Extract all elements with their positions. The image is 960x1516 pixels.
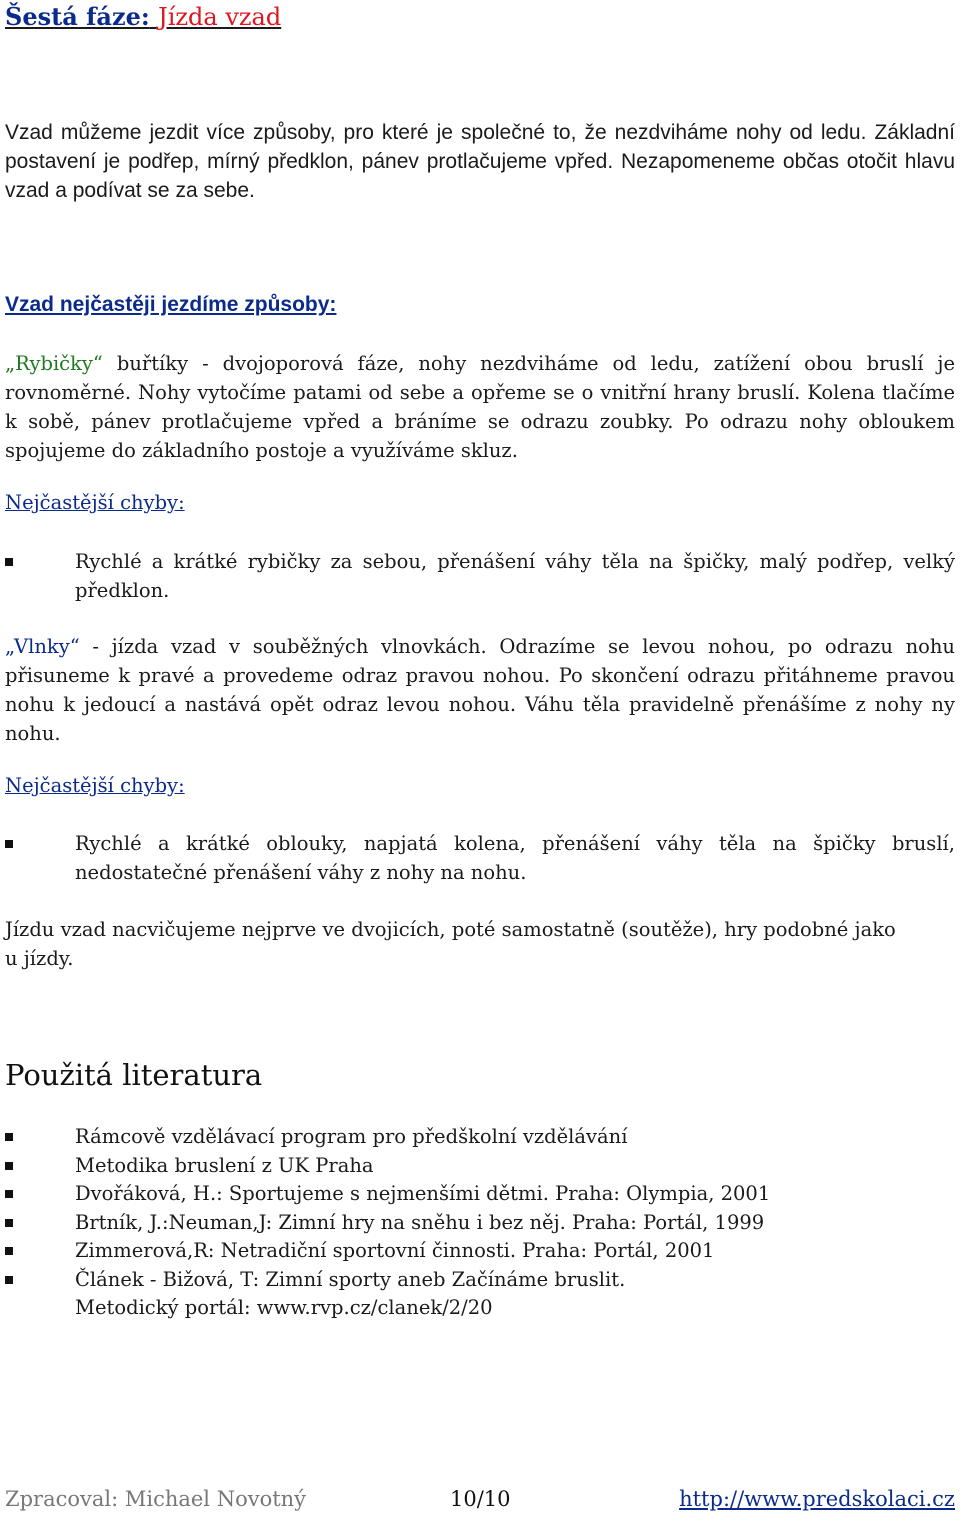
- vlnky-errors-label: Nejčastější chyby:: [5, 774, 185, 797]
- literature-extra: Metodický portál: www.rvp.cz/clanek/2/20: [75, 1296, 493, 1319]
- bullet-icon: [5, 1133, 13, 1141]
- section-label: Šestá fáze:: [5, 2, 150, 31]
- literature-list: [0, 1123, 955, 1323]
- footer-page-number: 10/10: [450, 1487, 511, 1511]
- literature-item: Rámcově vzdělávací program pro předškolní vzdělávání: [0, 1123, 955, 1152]
- intro-paragraph: Vzad můžeme jezdit více způsoby, pro které je společné to, že nezdviháme nohy od ledu. Základní postavení je podřep, mírný předklon, pánev protlačujeme vpřed. Nezapomeneme občas otočit hlavu vzad a podívat se za sebe.: [5, 121, 955, 202]
- literature-item: Zimmerová,R: Netradiční sportovní činnosti. Praha: Portál, 2001: [0, 1237, 955, 1266]
- literature-item: Článek - Bižová, T: Zimní sporty aneb Začínáme bruslit.: [0, 1266, 955, 1295]
- section-heading: [5, 2, 281, 31]
- list-item: Rychlé a krátké oblouky, napjatá kolena, přenášení váhy těla na špičky bruslí, nedostatečné přenášení váhy z nohy na nohu.: [0, 830, 955, 887]
- rybicky-paragraph: [5, 349, 955, 465]
- footer-author: Zpracoval: Michael Novotný: [5, 1487, 307, 1511]
- vlnky-name: „Vlnky“: [5, 635, 80, 658]
- rybicky-name: „Rybičky“: [5, 352, 103, 375]
- bullet-icon: [5, 1247, 13, 1255]
- vlnky-text: - jízda vzad v souběžných vlnovkách. Odrazíme se levou nohou, po odrazu nohu přisuneme k pravé a provedeme odraz pravou nohou. Po skončení odrazu přitáhneme pravou nohu k jedoucí a nastává opět odraz levou nohou. Váhu těla pravidelně přenášíme z nohy ny nohu.: [5, 635, 955, 745]
- rybicky-text: buřtíky - dvojoporová fáze, nohy nezdviháme od ledu, zatížení obou bruslí je rovnoměrné. Nohy vytočíme patami od sebe a opřeme se o vnitřní hrany bruslí. Kolena tlačíme k sobě, pánev protlačujeme vpřed a bráníme se odrazu zoubky. Po odrazu nohy obloukem spojujeme do základního postoje a využíváme skluz.: [5, 352, 955, 462]
- literature-item: Brtník, J.:Neuman,J: Zimní hry na sněhu i bez něj. Praha: Portál, 1999: [0, 1209, 955, 1238]
- bullet-icon: [5, 1276, 13, 1284]
- vlnky-paragraph: [5, 632, 955, 748]
- bullet-icon: [5, 840, 13, 848]
- footer-link[interactable]: http://www.predskolaci.cz: [679, 1487, 955, 1511]
- footer-link-wrap: [679, 1487, 955, 1511]
- section-title: Jízda vzad: [158, 3, 282, 31]
- practice-paragraph: Jízdu vzad nacvičujeme nejprve ve dvojicích, poté samostatně (soutěže), hry podobné jako u jízdy.: [5, 918, 896, 970]
- bullet-icon: [5, 1190, 13, 1198]
- bullet-icon: [5, 558, 13, 566]
- rybicky-errors-label: Nejčastější chyby:: [5, 491, 185, 514]
- literature-item: Dvořáková, H.: Sportujeme s nejmenšími dětmi. Praha: Olympia, 2001: [0, 1180, 955, 1209]
- bullet-icon: [5, 1219, 13, 1227]
- literature-item: Metodika bruslení z UK Praha: [0, 1152, 955, 1181]
- vlnky-errors-list: [0, 830, 955, 887]
- bullet-icon: [5, 1162, 13, 1170]
- methods-heading: Vzad nejčastěji jezdíme způsoby:: [5, 293, 337, 316]
- rybicky-errors-list: [0, 548, 955, 605]
- literature-title: Použitá literatura: [5, 1058, 263, 1092]
- list-item: Rychlé a krátké rybičky za sebou, přenášení váhy těla na špičky, malý podřep, velký předklon.: [0, 548, 955, 605]
